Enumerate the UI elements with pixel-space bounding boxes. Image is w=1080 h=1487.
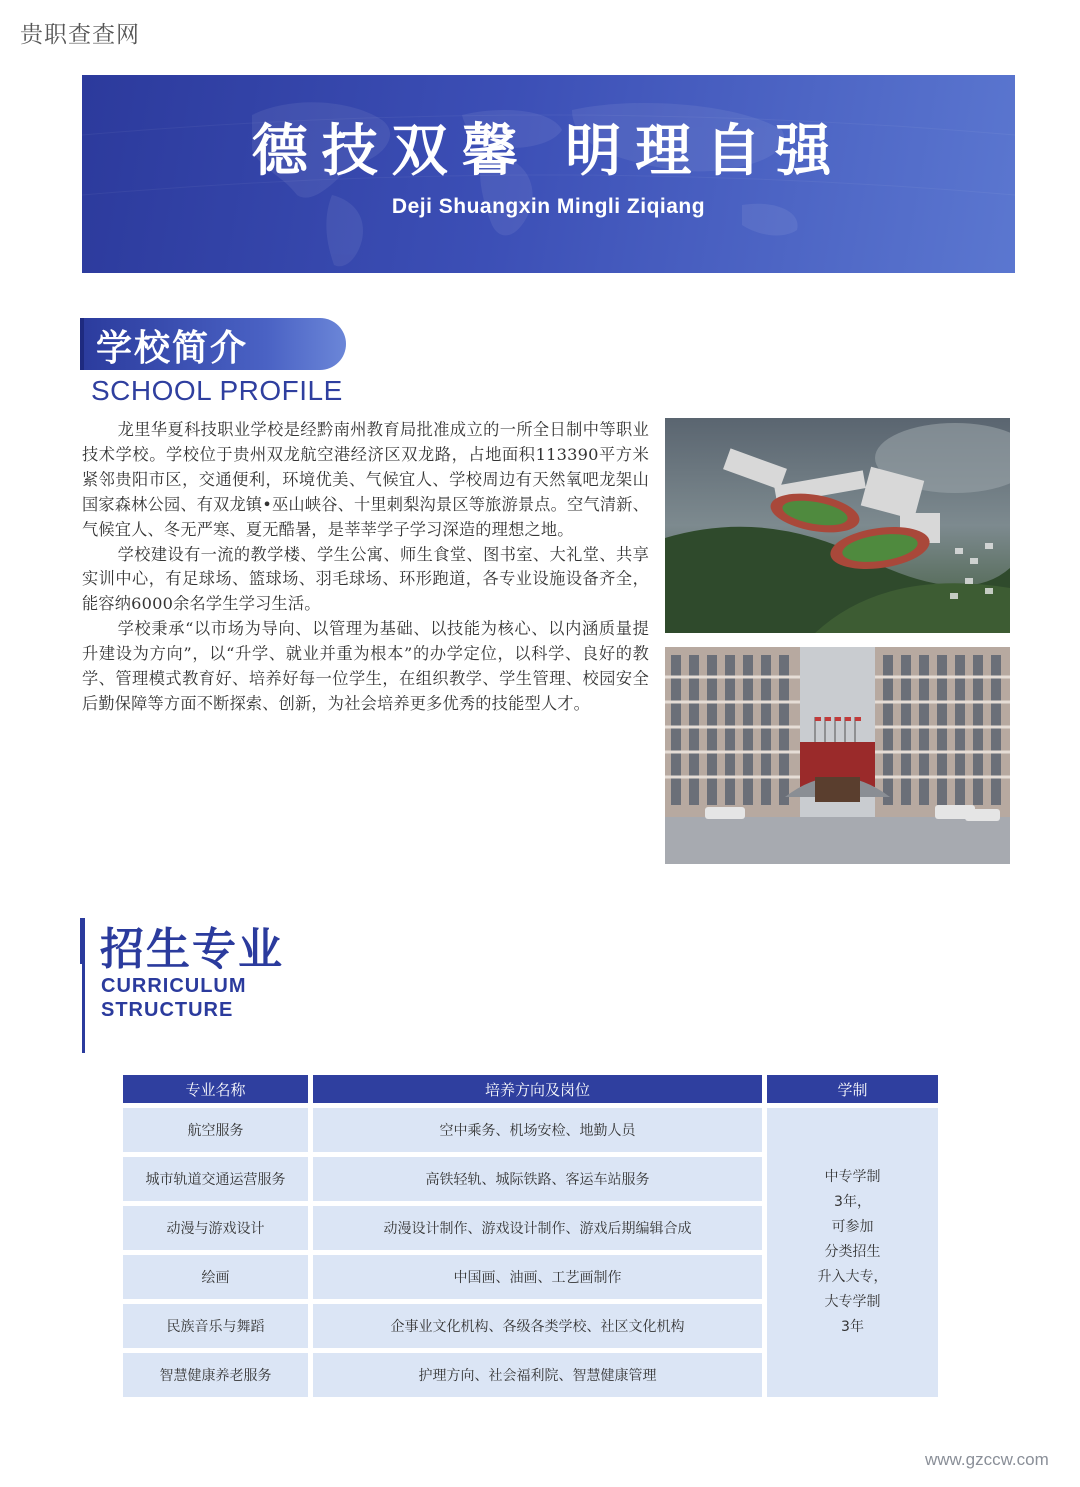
campus-aerial-photo: [665, 418, 1010, 633]
profile-paragraph: 学校秉承“以市场为导向、以管理为基础、以技能为核心、以内涵质量提升建设为方向”，以“升学、就业并重为根本”的办学定位，以科学、良好的教学、管理模式教育好、培养好每一位学生，在组织教学、学生管理、校园安全后勤保障等方面不断探索、创新，为社会培养更多优秀的技能型人才。: [82, 619, 649, 713]
curriculum-heading-bar-accent: [80, 918, 85, 964]
major-cell: 动漫与游戏设计: [123, 1206, 308, 1250]
profile-text: [82, 418, 649, 717]
curriculum-heading-en-line1: CURRICULUM: [101, 975, 247, 997]
table-header-row: [123, 1075, 938, 1103]
duration-cell: [767, 1108, 938, 1397]
direction-cell: 动漫设计制作、游戏设计制作、游戏后期编辑合成: [313, 1206, 762, 1250]
profile-heading: 学校简介: [96, 328, 249, 369]
direction-cell: 护理方向、社会福利院、智慧健康管理: [313, 1353, 762, 1397]
motto-banner: [82, 75, 1015, 273]
site-url-watermark: www.gzccw.com: [925, 1450, 1049, 1469]
duration-line: 3年: [841, 1319, 864, 1335]
curriculum-heading-en-line2: STRUCTURE: [101, 999, 234, 1021]
major-cell: 航空服务: [123, 1108, 308, 1152]
duration-line: 大专学制: [824, 1294, 881, 1310]
major-cell: 智慧健康养老服务: [123, 1353, 308, 1397]
campus-building-photo: [665, 647, 1010, 864]
header-duration: 学制: [767, 1075, 938, 1103]
major-cell: 绘画: [123, 1255, 308, 1299]
major-cell: 民族音乐与舞蹈: [123, 1304, 308, 1348]
direction-cell: 企事业文化机构、各级各类学校、社区文化机构: [313, 1304, 762, 1348]
curriculum-table: [118, 1070, 943, 1402]
header-direction: 培养方向及岗位: [313, 1075, 762, 1103]
site-watermark: 贵职查查网: [20, 22, 140, 48]
profile-paragraph: 学校建设有一流的教学楼、学生公寓、师生食堂、图书室、大礼堂、共享实训中心，有足球场、篮球场、羽毛球场、环形跑道，各专业设施设备齐全，能容纳6000余名学生学习生活。: [82, 544, 649, 614]
profile-heading-en: SCHOOL PROFILE: [91, 375, 343, 406]
direction-cell: 中国画、油画、工艺画制作: [313, 1255, 762, 1299]
duration-line: 可参加: [831, 1219, 874, 1235]
direction-cell: 空中乘务、机场安检、地勤人员: [313, 1108, 762, 1152]
curriculum-heading: 招生专业: [100, 924, 284, 975]
direction-cell: 高铁轻轨、城际铁路、客运车站服务: [313, 1157, 762, 1201]
duration-line: 分类招生: [824, 1244, 881, 1260]
table-row: [123, 1108, 938, 1152]
profile-paragraph: 龙里华夏科技职业学校是经黔南州教育局批准成立的一所全日制中等职业技术学校。学校位于贵州双龙航空港经济区双龙路，占地面积113390平方米紧邻贵阳市区，交通便利，环境优美、气候宜人、学校周边有天然氧吧龙架山国家森林公园、有双龙镇•巫山峡谷、十里刺梨沟景区等旅游景点。空气清新、气候宜人、冬无严寒、夏无酷暑，是莘莘学子学习深造的理想之地。: [82, 420, 649, 539]
duration-line: 升入大专，: [817, 1269, 888, 1285]
header-major: 专业名称: [123, 1075, 308, 1103]
banner-title: 德技双馨 明理自强: [251, 118, 846, 184]
profile-heading-bar: [80, 318, 84, 370]
major-cell: 城市轨道交通运营服务: [123, 1157, 308, 1201]
banner-subtitle: Deji Shuangxin Mingli Ziqiang: [391, 195, 706, 218]
duration-line: 3年，: [834, 1194, 871, 1210]
duration-line: 中专学制: [824, 1169, 881, 1185]
